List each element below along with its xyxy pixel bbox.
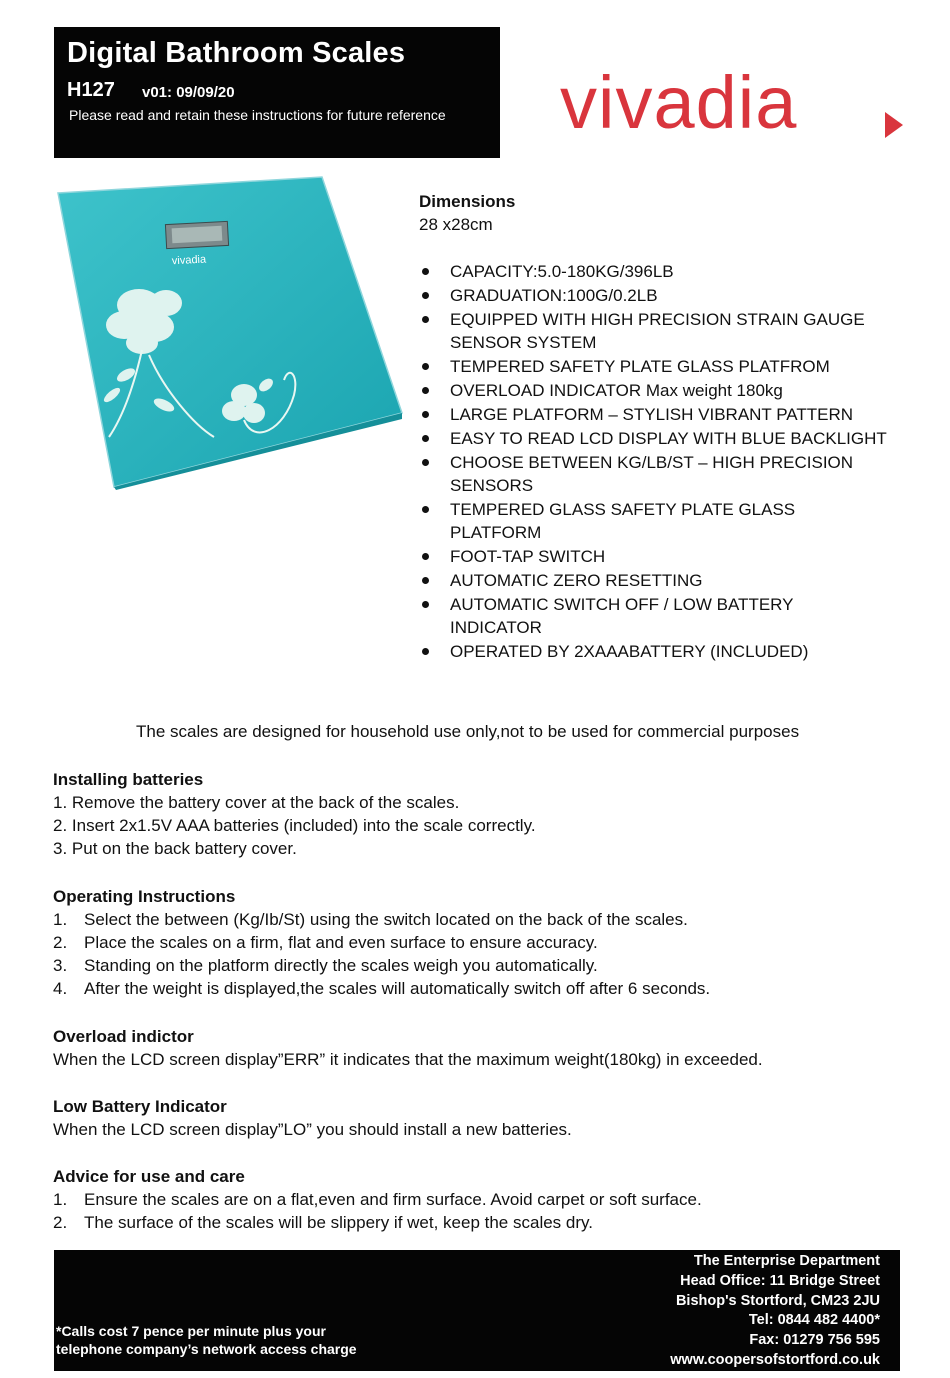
vivadia-logo: vivadia: [560, 61, 798, 144]
operating-steps: [53, 908, 903, 1000]
company-address: [670, 1252, 880, 1371]
feature-item: LARGE PLATFORM – STYLISH VIBRANT PATTERN: [419, 403, 889, 426]
overload-text: When the LCD screen display”ERR” it indicates that the maximum weight(180kg) in exceeded.: [53, 1050, 763, 1069]
address-line: The Enterprise Department: [693, 1253, 880, 1269]
address-line: Fax: 01279 756 595: [749, 1332, 880, 1349]
section-heading: Low Battery Indicator: [53, 1097, 227, 1116]
scale-product-image: [54, 175, 404, 490]
call-cost-note: [56, 1322, 357, 1358]
retain-instructions-note: Please read and retain these instructions for future reference: [69, 107, 446, 123]
feature-item: OPERATED BY 2XAAABATTERY (INCLUDED): [419, 640, 889, 663]
address-line: Tel: 0844 482 4400*: [748, 1312, 880, 1329]
installing-batteries-section: [53, 768, 903, 860]
step-number: 2.: [53, 1213, 68, 1232]
feature-item: AUTOMATIC ZERO RESETTING: [419, 569, 889, 592]
feature-item: EQUIPPED WITH HIGH PRECISION STRAIN GAUGE SENSOR SYSTEM: [419, 308, 889, 354]
feature-item: TEMPERED GLASS SAFETY PLATE GLASS PLATFORM: [419, 498, 889, 544]
household-use-note: The scales are designed for household use only,not to be used for commercial purposes: [136, 722, 800, 741]
section-heading: Advice for use and care: [53, 1167, 245, 1186]
operating-instructions-section: [53, 885, 903, 1000]
step-text: Select the between (Kg/Ib/St) using the switch located on the back of the scales.: [84, 910, 688, 929]
step-text: After the weight is displayed,the scales will automatically switch off after 6 seconds.: [84, 979, 711, 998]
install-step: 2. Insert 2x1.5V AAA batteries (included) into the scale correctly.: [53, 816, 536, 835]
step-text: Ensure the scales are on a flat,even and firm surface. Avoid carpet or soft surface.: [84, 1190, 702, 1209]
advice-section: [53, 1165, 903, 1234]
step-number: 3.: [53, 956, 68, 975]
call-note-line: *Calls cost 7 pence per minute plus your: [56, 1323, 326, 1339]
step-number: 4.: [53, 979, 68, 998]
feature-item: GRADUATION:100G/0.2LB: [419, 284, 889, 307]
feature-list: [419, 260, 889, 663]
operating-step: [53, 977, 903, 1000]
operating-step: [53, 954, 903, 977]
step-number: 1.: [53, 1190, 68, 1209]
footer-contact-bar: [54, 1250, 900, 1371]
step-number: 1.: [53, 910, 68, 929]
step-text: Standing on the platform directly the scales weigh you automatically.: [84, 956, 598, 975]
svg-text:vivadia: vivadia: [171, 253, 207, 268]
low-battery-section: [53, 1095, 903, 1141]
operating-step: [53, 931, 903, 954]
feature-item: TEMPERED SAFETY PLATE GLASS PLATFROM: [419, 355, 889, 378]
logo-arrow-icon: [885, 112, 903, 138]
document-header: [54, 27, 500, 158]
step-text: Place the scales on a firm, flat and even surface to ensure accuracy.: [84, 933, 598, 952]
dimensions-heading: Dimensions: [419, 192, 516, 211]
feature-item: EASY TO READ LCD DISPLAY WITH BLUE BACKLIGHT: [419, 427, 889, 450]
low-battery-text: When the LCD screen display”LO” you should install a new batteries.: [53, 1120, 572, 1139]
section-heading: Operating Instructions: [53, 887, 236, 906]
feature-item: CHOOSE BETWEEN KG/LB/ST – HIGH PRECISION SENSORS: [419, 451, 889, 497]
advice-steps: [53, 1188, 903, 1234]
call-note-line: telephone company’s network access charge: [56, 1341, 357, 1357]
section-heading: Installing batteries: [53, 770, 204, 789]
overload-indicator-section: [53, 1025, 903, 1071]
section-heading: Overload indictor: [53, 1027, 194, 1046]
advice-step: [53, 1188, 903, 1211]
address-line: Bishop's Stortford, CM23 2JU: [675, 1292, 880, 1309]
feature-item: FOOT-TAP SWITCH: [419, 545, 889, 568]
feature-item: AUTOMATIC SWITCH OFF / LOW BATTERY INDICATOR: [419, 593, 889, 639]
version-label: v01: 09/09/20: [142, 84, 235, 101]
install-step: 1. Remove the battery cover at the back of the scales.: [53, 793, 460, 812]
operating-step: [53, 908, 903, 931]
dimensions-value: 28 x28cm: [419, 215, 493, 234]
step-number: 2.: [53, 933, 68, 952]
step-text: The surface of the scales will be slippery if wet, keep the scales dry.: [84, 1213, 593, 1232]
model-code: H127: [67, 79, 115, 101]
feature-item: OVERLOAD INDICATOR Max weight 180kg: [419, 379, 889, 402]
address-line: Head Office: 11 Bridge Street: [680, 1272, 880, 1289]
install-step: 3. Put on the back battery cover.: [53, 839, 297, 858]
document-title: Digital Bathroom Scales: [67, 37, 406, 69]
address-line: www.coopersofstortford.co.uk: [670, 1351, 880, 1368]
advice-step: [53, 1211, 903, 1234]
install-steps: [53, 791, 903, 860]
feature-item: CAPACITY:5.0-180KG/396LB: [419, 260, 889, 283]
specifications: [419, 190, 889, 664]
